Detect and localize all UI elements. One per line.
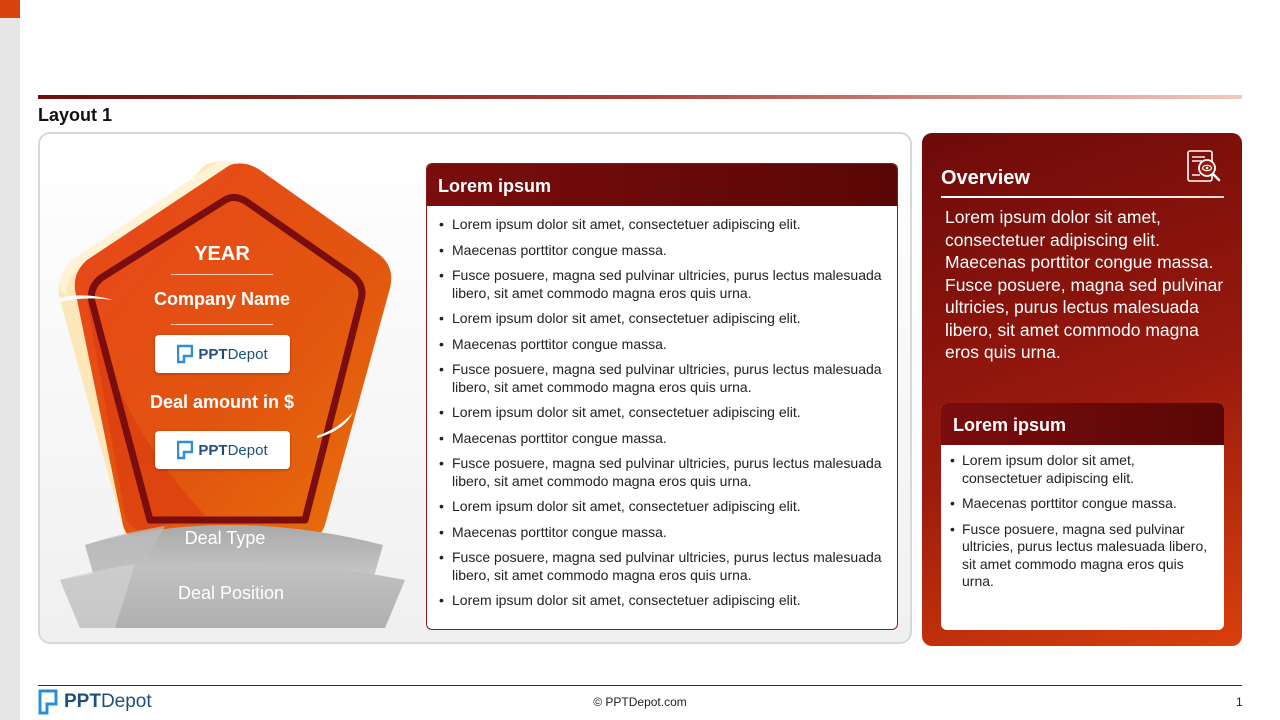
- list-item: • Fusce posuere, magna sed pulvinar ultricies, purus lectus malesuada libero, sit amet commodo magna eros quis urna.: [439, 549, 883, 584]
- overview-sub-card: [941, 403, 1224, 630]
- award-deal-amount: Deal amount in $: [149, 392, 295, 412]
- award-year: YEAR: [194, 243, 250, 265]
- logo-text-light: Depot: [100, 691, 152, 712]
- pptdepot-logo-icon: [177, 344, 193, 364]
- list-item: • Maecenas porttitor congue massa.: [439, 430, 883, 448]
- list-item: • Fusce posuere, magna sed pulvinar ultricies, purus lectus malesuada libero, sit amet commodo magna eros quis urna.: [439, 267, 883, 302]
- list-item: • Maecenas porttitor congue massa.: [439, 524, 883, 542]
- overview-panel: [922, 133, 1242, 646]
- logo-text-light: Depot: [227, 345, 268, 363]
- overview-text: Lorem ipsum dolor sit amet, consectetuer adipiscing elit. Maecenas porttitor congue massa. Fusce posuere, magna sed pulvinar ultricies, purus lectus malesuada libero, sit amet commodo magna eros quis urna.: [945, 207, 1224, 362]
- list-item: • Maecenas porttitor congue massa.: [439, 242, 883, 260]
- logo-text-bold: PPT: [198, 441, 228, 459]
- list-item: • Lorem ipsum dolor sit amet, consectetuer adipiscing elit.: [439, 310, 883, 328]
- list-item: • Lorem ipsum dolor sit amet, consectetuer adipiscing elit.: [950, 452, 1214, 487]
- deal-position-label: Deal Position: [177, 583, 285, 603]
- list-item: • Fusce posuere, magna sed pulvinar ultricies, purus lectus malesuada libero, sit amet commodo magna eros quis urna.: [950, 521, 1214, 591]
- list-item: • Lorem ipsum dolor sit amet, consectetuer adipiscing elit.: [439, 404, 883, 422]
- deal-type-label: Deal Type: [184, 528, 266, 548]
- award-trophy: [55, 160, 415, 635]
- details-list: [427, 206, 897, 610]
- award-company: Company Name: [153, 289, 291, 309]
- details-card: [426, 163, 898, 630]
- company-logo: [155, 335, 290, 373]
- details-card-title: Lorem ipsum: [427, 164, 897, 206]
- deal-logo: [155, 431, 290, 469]
- list-item: • Maecenas porttitor congue massa.: [950, 495, 1214, 513]
- page-number: 1: [1236, 695, 1243, 709]
- logo-text-bold: PPT: [198, 345, 228, 363]
- overview-title: Overview: [941, 167, 1030, 189]
- logo-text-bold: PPT: [64, 691, 101, 712]
- list-item: • Maecenas porttitor congue massa.: [439, 336, 883, 354]
- sub-card-title: Lorem ipsum: [941, 403, 1224, 445]
- year-underline: [171, 274, 273, 275]
- logo-text-light: Depot: [227, 441, 268, 459]
- overview-divider: [941, 196, 1224, 198]
- company-underline: [171, 324, 273, 325]
- pptdepot-logo-icon: [177, 440, 193, 460]
- left-sidebar-strip: [0, 0, 20, 720]
- list-item: • Lorem ipsum dolor sit amet, consectetuer adipiscing elit.: [439, 498, 883, 516]
- copyright-text: © PPTDepot.com: [593, 695, 687, 709]
- list-item: • Fusce posuere, magna sed pulvinar ultricies, purus lectus malesuada libero, sit amet commodo magna eros quis urna.: [439, 361, 883, 396]
- left-accent-block: [0, 0, 20, 18]
- document-search-icon: [1185, 149, 1223, 187]
- sub-card-list: [941, 445, 1224, 591]
- list-item: • Lorem ipsum dolor sit amet, consectetuer adipiscing elit.: [439, 592, 883, 610]
- layout-title: Layout 1: [38, 105, 113, 125]
- title-divider: [38, 95, 1242, 99]
- footer-divider: [38, 685, 1242, 686]
- list-item: • Lorem ipsum dolor sit amet, consectetuer adipiscing elit.: [439, 216, 883, 234]
- list-item: • Fusce posuere, magna sed pulvinar ultricies, purus lectus malesuada libero, sit amet commodo magna eros quis urna.: [439, 455, 883, 490]
